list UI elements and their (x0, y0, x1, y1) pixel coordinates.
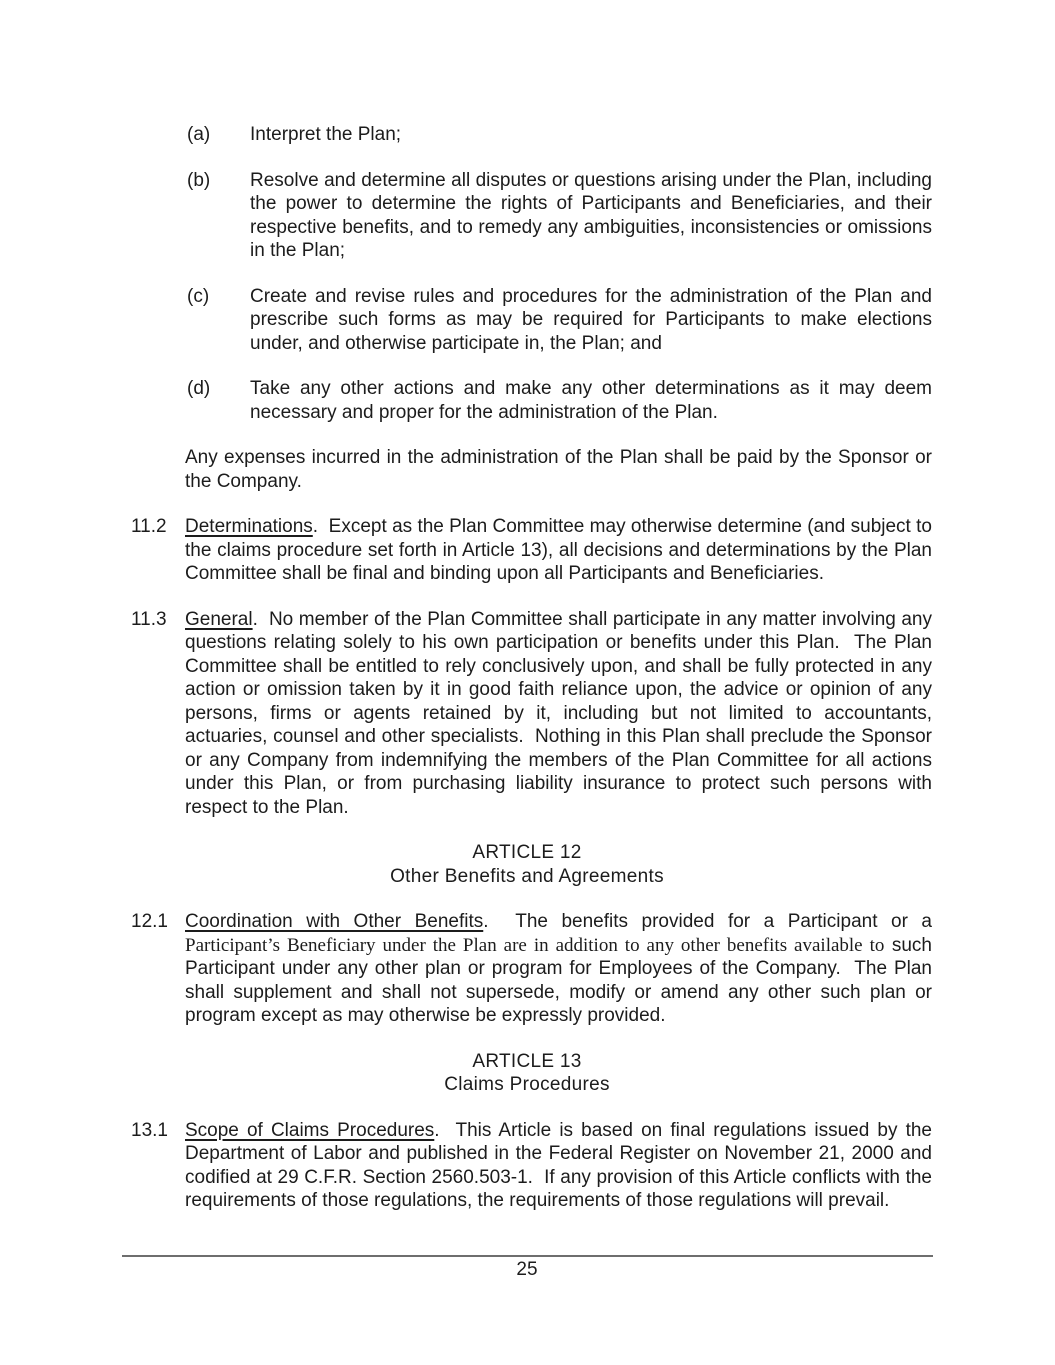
section-11-2 (122, 515, 932, 586)
page-number: 25 (516, 1259, 538, 1280)
list-item-marker: (d) (187, 378, 211, 399)
section-heading: Determinations (185, 516, 313, 537)
section-number: 12.1 (131, 911, 168, 932)
footer-divider (122, 1255, 933, 1257)
list-item-c (122, 285, 932, 356)
section-number: 11.3 (131, 608, 167, 630)
list-item-text: Take any other actions and make any other determinations as it may deem necessary and proper for the administration of the Plan. (250, 378, 932, 423)
list-item-marker: (b) (187, 169, 211, 191)
list-item-marker: (a) (187, 124, 211, 145)
section-heading: Coordination with Other Benefits (185, 911, 484, 932)
section-body: . No member of the Plan Committee shall participate in any matter involving any questions relating solely to his own participation or benefits under this Plan. The Plan Committee shall be entitled to rely conclusively upon, and shall be fully protected in any action or omission taken by it in good faith reliance upon, the advice or opinion of any persons, firms or agents retained by it, including but not limited to accountants, actuaries, counsel and other specialists. Nothing in this Plan shall preclude the Sponsor or any Company from indemnifying the members of the Plan Committee for all actions under this Plan, or from purchasing liability insurance to protect such persons with respect to the Plan. (185, 608, 932, 818)
list-item-text: Resolve and determine all disputes or questions arising under the Plan, including the power to determine the rights of Participants and Beneficiaries, and their respective benefits, and to remedy any ambiguities, inconsistencies or omissions in the Plan; (250, 169, 932, 261)
section-body-lead: . The benefits provided for a Participant or a (483, 911, 932, 932)
article-12-heading (122, 841, 932, 888)
list-item-d (122, 377, 932, 424)
section-11-3 (122, 608, 932, 820)
article-subtitle: Other Benefits and Agreements (390, 865, 664, 887)
list-item-b (122, 169, 932, 263)
article-title: ARTICLE 12 (472, 842, 582, 863)
section-12-1 (122, 910, 932, 1028)
section-13-1 (122, 1119, 932, 1213)
section-body: . This Article is based on final regulations issued by the Department of Labor and published in the Federal Register on November 21, 2000 and codified at 29 C.F.R. Section 2560.503-1. If any provision of this Article conflicts with the requirements of those regulations, the requirements of those regulations will prevail. (185, 1119, 932, 1211)
article-13-heading (122, 1050, 932, 1097)
list-item-text: Create and revise rules and procedures for the administration of the Plan and prescribe such forms as may be required for Participants to make elections under, and otherwise participate in, the Plan; and (250, 285, 932, 354)
section-heading: General (185, 608, 253, 630)
closing-paragraph: Any expenses incurred in the administration of the Plan shall be paid by the Sponsor or the Company. (185, 447, 932, 492)
section-body: . Except as the Plan Committee may otherwise determine (and subject to the claims procedure set forth in Article 13), all decisions and determinations by the Plan Committee shall be final and binding upon all Participants and Beneficiaries. (185, 516, 932, 584)
article-title: ARTICLE 13 (472, 1050, 582, 1072)
section-body-rest: such Participant under any other plan or program for Employees of the Company. The Plan shall supplement and shall not supersede, modify or amend any other such plan or program except as may otherwise be expressly provided. (185, 934, 932, 1026)
article-subtitle: Claims Procedures (444, 1074, 610, 1095)
list-item-a (122, 123, 932, 147)
page-content (122, 123, 932, 1235)
list-item-text: Interpret the Plan; (250, 124, 402, 145)
section-body-serif-segment: Participant’s Beneficiary under the Plan are in addition to any other benefits available to (185, 934, 885, 956)
section-heading: Scope of Claims Procedures (185, 1119, 435, 1141)
section-number: 13.1 (131, 1119, 168, 1141)
list-item-marker: (c) (187, 285, 210, 307)
section-number: 11.2 (131, 516, 167, 537)
